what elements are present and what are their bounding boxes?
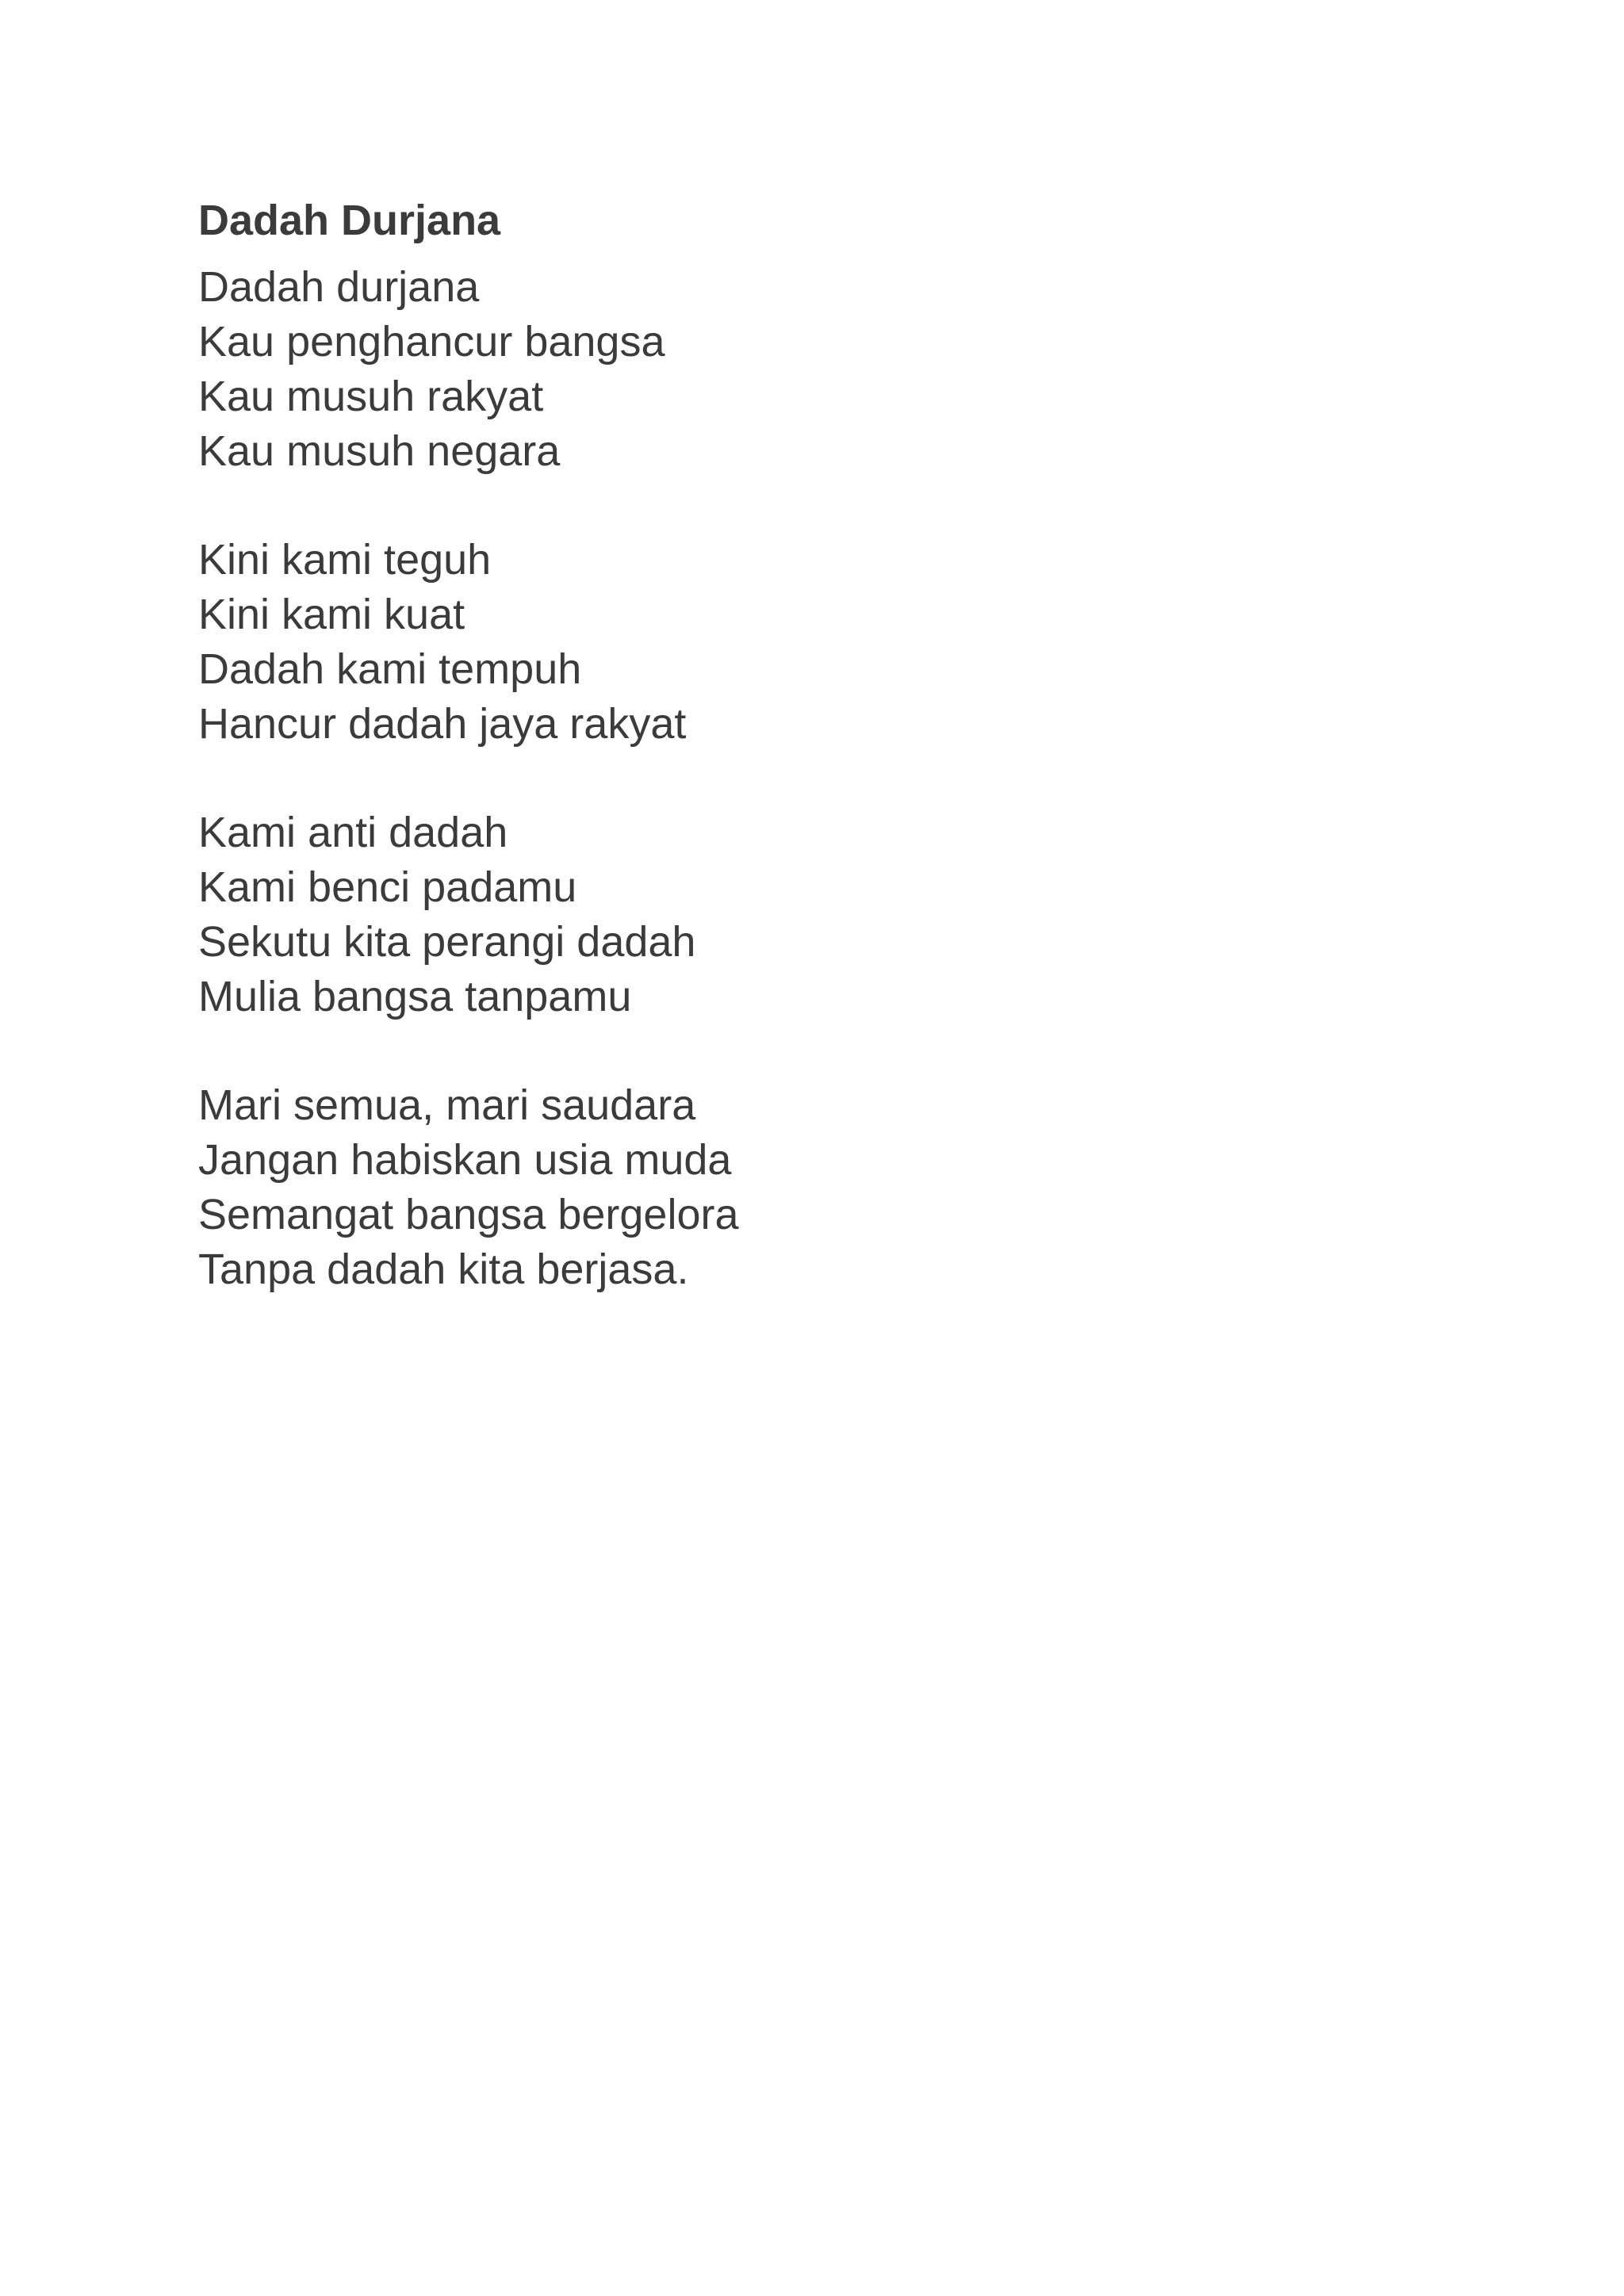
stanza-3 [198, 806, 739, 1024]
poem-line: Sekutu kita perangi dadah [198, 918, 696, 966]
poem-line: Hancur dadah jaya rakyat [198, 700, 687, 748]
poem-line: Kini kami kuat [198, 591, 465, 638]
poem-line: Dadah kami tempuh [198, 645, 582, 693]
stanza-2 [198, 533, 739, 752]
poem-line: Semangat bangsa bergelora [198, 1191, 739, 1238]
poem-line: Mari semua, mari saudara [198, 1081, 696, 1129]
poem-line: Kami anti dadah [198, 809, 508, 856]
stanza-1 [198, 260, 739, 479]
poem-line: Jangan habiskan usia muda [198, 1136, 732, 1184]
poem-line: Kau penghancur bangsa [198, 318, 665, 365]
stanza-4 [198, 1078, 739, 1297]
poem [198, 192, 739, 1297]
poem-line: Dadah durjana [198, 263, 480, 311]
poem-line: Kini kami teguh [198, 536, 492, 584]
poem-line: Mulia bangsa tanpamu [198, 973, 632, 1020]
poem-title: Dadah Durjana [198, 197, 501, 244]
poem-line: Tanpa dadah kita berjasa. [198, 1246, 689, 1293]
poem-line: Kau musuh negara [198, 427, 561, 475]
poem-line: Kau musuh rakyat [198, 373, 544, 420]
poem-line: Kami benci padamu [198, 863, 577, 911]
